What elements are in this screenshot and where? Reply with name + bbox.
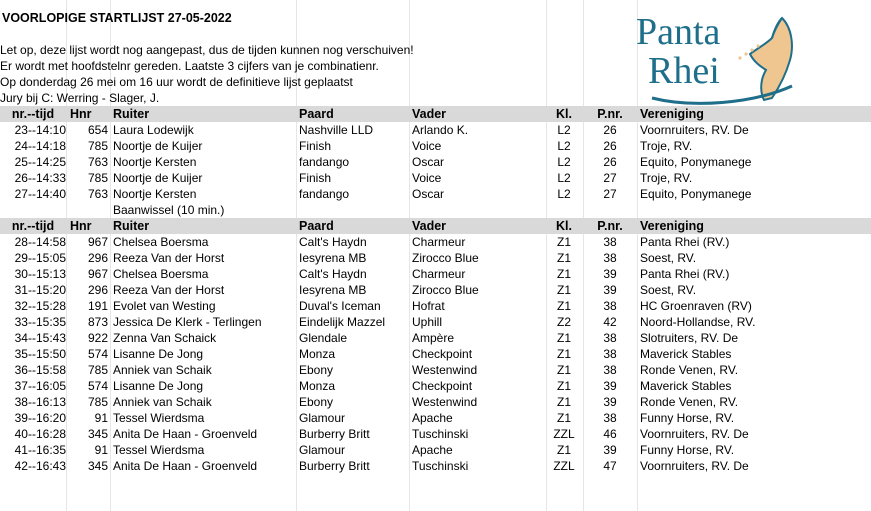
cell-vereniging: Funny Horse, RV. bbox=[640, 443, 735, 457]
cell-vader: Oscar bbox=[412, 187, 445, 201]
col-vader: Vader bbox=[412, 219, 447, 233]
cell-hnr: 296 bbox=[87, 283, 108, 297]
cell-ruiter: Chelsea Boersma bbox=[113, 267, 209, 281]
cell-pnr: 38 bbox=[603, 251, 617, 265]
cell-ruiter: Reeza Van der Horst bbox=[113, 283, 225, 297]
cell-pnr: 27 bbox=[603, 171, 617, 185]
cell-pnr: 39 bbox=[603, 267, 617, 281]
page-title: VOORLOPIGE STARTLIJST 27-05-2022 bbox=[2, 11, 232, 25]
cell-hnr: 91 bbox=[94, 443, 108, 457]
cell-paard: Iesyrena MB bbox=[299, 251, 367, 265]
cell-vader: Tuschinski bbox=[412, 459, 469, 473]
cell-ruiter: Noortje de Kuijer bbox=[113, 139, 203, 153]
cell-kl: Z1 bbox=[556, 363, 571, 377]
cell-hnr: 785 bbox=[87, 171, 108, 185]
cell-vereniging: Equito, Ponymanege bbox=[640, 187, 752, 201]
break-label: Baanwissel (10 min.) bbox=[113, 203, 225, 217]
cell-time: 38--16:13 bbox=[14, 395, 66, 409]
cell-kl: Z1 bbox=[556, 379, 571, 393]
cell-vereniging: Soest, RV. bbox=[640, 251, 697, 265]
cell-hnr: 574 bbox=[87, 379, 108, 393]
cell-paard: Burberry Britt bbox=[299, 459, 370, 473]
cell-vereniging: Equito, Ponymanege bbox=[640, 155, 752, 169]
cell-kl: Z2 bbox=[556, 315, 571, 329]
cell-ruiter: Laura Lodewijk bbox=[113, 123, 194, 137]
cell-pnr: 38 bbox=[603, 411, 617, 425]
note-line: Let op, deze lijst wordt nog aangepast, dus de tijden kunnen nog verschuiven! bbox=[0, 43, 414, 57]
cell-paard: Finish bbox=[299, 139, 332, 153]
cell-time: 34--15:43 bbox=[14, 331, 66, 345]
cell-pnr: 46 bbox=[603, 427, 617, 441]
table-row bbox=[0, 186, 871, 202]
cell-vereniging: Panta Rhei (RV.) bbox=[640, 235, 730, 249]
cell-ruiter: Chelsea Boersma bbox=[113, 235, 209, 249]
table-row bbox=[0, 330, 871, 346]
logo-text-panta: Panta bbox=[636, 11, 721, 53]
col-hnr: Hnr bbox=[70, 107, 92, 121]
cell-kl: L2 bbox=[557, 187, 571, 201]
cell-vereniging: HC Groenraven (RV) bbox=[640, 299, 752, 313]
cell-vader: Westenwind bbox=[412, 363, 478, 377]
cell-hnr: 873 bbox=[87, 315, 108, 329]
col-ruiter: Ruiter bbox=[113, 107, 150, 121]
cell-vader: Westenwind bbox=[412, 395, 478, 409]
col-kl: Kl. bbox=[556, 107, 572, 121]
cell-ruiter: Anita De Haan - Groenveld bbox=[113, 459, 258, 473]
col-time: nr.--tijd bbox=[11, 219, 55, 233]
table-row bbox=[0, 410, 871, 426]
cell-ruiter: Tessel Wierdsma bbox=[113, 443, 205, 457]
cell-paard: Glamour bbox=[299, 411, 346, 425]
cell-vereniging: Troje, RV. bbox=[640, 139, 693, 153]
cell-hnr: 785 bbox=[87, 395, 108, 409]
cell-paard: Finish bbox=[299, 171, 332, 185]
col-vereniging: Vereniging bbox=[640, 107, 704, 121]
cell-time: 23--14:10 bbox=[14, 123, 66, 137]
cell-ruiter: Jessica De Klerk - Terlingen bbox=[113, 315, 262, 329]
table-header bbox=[0, 106, 871, 122]
cell-ruiter: Noortje Kersten bbox=[113, 155, 197, 169]
note-line: Er wordt met hoofdstelnr gereden. Laatste 3 cijfers van je combinatienr. bbox=[0, 59, 379, 73]
cell-vereniging: Troje, RV. bbox=[640, 171, 693, 185]
table-row bbox=[0, 298, 871, 314]
cell-hnr: 191 bbox=[87, 299, 108, 313]
cell-pnr: 39 bbox=[603, 283, 617, 297]
cell-vereniging: Noord-Hollandse, RV. bbox=[640, 315, 756, 329]
col-vader: Vader bbox=[412, 107, 447, 121]
col-paard: Paard bbox=[299, 219, 334, 233]
cell-ruiter: Evolet van Westing bbox=[113, 299, 216, 313]
table-row bbox=[0, 122, 871, 138]
cell-vader: Zirocco Blue bbox=[412, 283, 479, 297]
table-row bbox=[0, 426, 871, 442]
cell-time: 33--15:35 bbox=[14, 315, 66, 329]
cell-paard: Glamour bbox=[299, 443, 346, 457]
cell-hnr: 345 bbox=[87, 459, 108, 473]
cell-pnr: 39 bbox=[603, 395, 617, 409]
cell-vader: Arlando K. bbox=[412, 123, 469, 137]
cell-pnr: 42 bbox=[603, 315, 617, 329]
cell-time: 24--14:18 bbox=[14, 139, 66, 153]
cell-kl: L2 bbox=[557, 123, 571, 137]
cell-paard: fandango bbox=[299, 187, 350, 201]
cell-ruiter: Anita De Haan - Groenveld bbox=[113, 427, 258, 441]
cell-kl: ZZL bbox=[553, 459, 575, 473]
table-row bbox=[0, 442, 871, 458]
cell-hnr: 922 bbox=[87, 331, 108, 345]
cell-pnr: 47 bbox=[603, 459, 617, 473]
cell-paard: Glendale bbox=[299, 331, 348, 345]
cell-kl: L2 bbox=[557, 155, 571, 169]
cell-pnr: 39 bbox=[603, 443, 617, 457]
cell-vereniging: Soest, RV. bbox=[640, 283, 697, 297]
cell-vereniging: Panta Rhei (RV.) bbox=[640, 267, 730, 281]
cell-ruiter: Reeza Van der Horst bbox=[113, 251, 225, 265]
cell-ruiter: Anniek van Schaik bbox=[113, 363, 212, 377]
cell-vader: Charmeur bbox=[412, 235, 466, 249]
cell-hnr: 967 bbox=[87, 267, 108, 281]
cell-pnr: 39 bbox=[603, 379, 617, 393]
cell-time: 26--14:33 bbox=[14, 171, 66, 185]
cell-pnr: 26 bbox=[603, 123, 617, 137]
cell-kl: Z1 bbox=[556, 251, 571, 265]
cell-vader: Voice bbox=[412, 171, 442, 185]
cell-kl: Z1 bbox=[556, 299, 571, 313]
cell-time: 42--16:43 bbox=[14, 459, 66, 473]
cell-time: 29--15:05 bbox=[14, 251, 66, 265]
col-vereniging: Vereniging bbox=[640, 219, 704, 233]
col-kl: Kl. bbox=[556, 219, 572, 233]
cell-pnr: 27 bbox=[603, 187, 617, 201]
cell-time: 28--14:58 bbox=[14, 235, 66, 249]
cell-time: 30--15:13 bbox=[14, 267, 66, 281]
cell-kl: L2 bbox=[557, 171, 571, 185]
cell-pnr: 26 bbox=[603, 139, 617, 153]
cell-time: 31--15:20 bbox=[14, 283, 66, 297]
cell-vader: Apache bbox=[412, 411, 453, 425]
cell-ruiter: Zenna Van Schaick bbox=[113, 331, 217, 345]
cell-paard: fandango bbox=[299, 155, 350, 169]
cell-hnr: 967 bbox=[87, 235, 108, 249]
jury-line: Jury bij C: Werring - Slager, J. bbox=[0, 91, 160, 105]
logo-text-rhei: Rhei bbox=[648, 50, 720, 92]
table-row bbox=[0, 362, 871, 378]
cell-vader: Checkpoint bbox=[412, 379, 473, 393]
col-pnr: P.nr. bbox=[597, 107, 623, 121]
table-row bbox=[0, 234, 871, 250]
table-row bbox=[0, 170, 871, 186]
cell-pnr: 38 bbox=[603, 347, 617, 361]
cell-hnr: 763 bbox=[87, 187, 108, 201]
cell-vader: Zirocco Blue bbox=[412, 251, 479, 265]
cell-ruiter: Anniek van Schaik bbox=[113, 395, 212, 409]
cell-kl: L2 bbox=[557, 139, 571, 153]
cell-kl: Z1 bbox=[556, 267, 571, 281]
cell-vader: Ampère bbox=[412, 331, 455, 345]
cell-time: 39--16:20 bbox=[14, 411, 66, 425]
table-row bbox=[0, 154, 871, 170]
cell-pnr: 38 bbox=[603, 235, 617, 249]
cell-vereniging: Voornruiters, RV. De bbox=[640, 123, 749, 137]
cell-paard: Calt's Haydn bbox=[299, 235, 367, 249]
cell-hnr: 785 bbox=[87, 139, 108, 153]
cell-kl: Z1 bbox=[556, 283, 571, 297]
cell-ruiter: Tessel Wierdsma bbox=[113, 411, 205, 425]
cell-time: 36--15:58 bbox=[14, 363, 66, 377]
panta-rhei-logo bbox=[632, 8, 798, 108]
note-line: Op donderdag 26 mei om 16 uur wordt de definitieve lijst geplaatst bbox=[0, 75, 353, 89]
cell-time: 41--16:35 bbox=[14, 443, 66, 457]
cell-paard: Nashville LLD bbox=[299, 123, 374, 137]
cell-kl: ZZL bbox=[553, 427, 575, 441]
col-ruiter: Ruiter bbox=[113, 219, 150, 233]
cell-paard: Monza bbox=[299, 347, 336, 361]
cell-vereniging: Maverick Stables bbox=[640, 379, 732, 393]
cell-pnr: 26 bbox=[603, 155, 617, 169]
cell-vader: Checkpoint bbox=[412, 347, 473, 361]
cell-vader: Charmeur bbox=[412, 267, 466, 281]
col-hnr: Hnr bbox=[70, 219, 92, 233]
cell-time: 32--15:28 bbox=[14, 299, 66, 313]
cell-kl: Z1 bbox=[556, 411, 571, 425]
cell-ruiter: Lisanne De Jong bbox=[113, 347, 204, 361]
cell-vereniging: Funny Horse, RV. bbox=[640, 411, 735, 425]
cell-kl: Z1 bbox=[556, 331, 571, 345]
table-row bbox=[0, 266, 871, 282]
cell-vereniging: Slotruiters, RV. De bbox=[640, 331, 739, 345]
cell-vader: Hofrat bbox=[412, 299, 445, 313]
cell-vereniging: Ronde Venen, RV. bbox=[640, 363, 739, 377]
cell-vader: Apache bbox=[412, 443, 453, 457]
cell-ruiter: Noortje Kersten bbox=[113, 187, 197, 201]
cell-paard: Calt's Haydn bbox=[299, 267, 367, 281]
cell-pnr: 38 bbox=[603, 363, 617, 377]
cell-paard: Ebony bbox=[299, 395, 334, 409]
table-row bbox=[0, 346, 871, 362]
cell-vader: Tuschinski bbox=[412, 427, 469, 441]
table-header bbox=[0, 218, 871, 234]
cell-kl: Z1 bbox=[556, 395, 571, 409]
cell-ruiter: Lisanne De Jong bbox=[113, 379, 204, 393]
cell-paard: Monza bbox=[299, 379, 336, 393]
cell-paard: Burberry Britt bbox=[299, 427, 370, 441]
cell-paard: Duval's Iceman bbox=[299, 299, 381, 313]
cell-hnr: 785 bbox=[87, 363, 108, 377]
cell-time: 27--14:40 bbox=[14, 187, 66, 201]
cell-hnr: 763 bbox=[87, 155, 108, 169]
cell-time: 37--16:05 bbox=[14, 379, 66, 393]
cell-paard: Iesyrena MB bbox=[299, 283, 367, 297]
table-row bbox=[0, 394, 871, 410]
cell-hnr: 574 bbox=[87, 347, 108, 361]
cell-vereniging: Voornruiters, RV. De bbox=[640, 427, 749, 441]
cell-kl: Z1 bbox=[556, 347, 571, 361]
cell-kl: Z1 bbox=[556, 235, 571, 249]
cell-vader: Uphill bbox=[412, 315, 443, 329]
cell-time: 40--16:28 bbox=[14, 427, 66, 441]
cell-kl: Z1 bbox=[556, 443, 571, 457]
cell-vader: Voice bbox=[412, 139, 442, 153]
table-row bbox=[0, 250, 871, 266]
table-row bbox=[0, 138, 871, 154]
cell-vereniging: Maverick Stables bbox=[640, 347, 732, 361]
table-row bbox=[0, 378, 871, 394]
table-row bbox=[0, 314, 871, 330]
cell-time: 35--15:50 bbox=[14, 347, 66, 361]
cell-ruiter: Noortje de Kuijer bbox=[113, 171, 203, 185]
col-pnr: P.nr. bbox=[597, 219, 623, 233]
cell-hnr: 654 bbox=[87, 123, 108, 137]
col-time: nr.--tijd bbox=[11, 107, 55, 121]
cell-hnr: 91 bbox=[94, 411, 108, 425]
cell-pnr: 38 bbox=[603, 299, 617, 313]
table-row bbox=[0, 458, 871, 474]
cell-hnr: 296 bbox=[87, 251, 108, 265]
cell-time: 25--14:25 bbox=[14, 155, 66, 169]
cell-paard: Ebony bbox=[299, 363, 334, 377]
cell-hnr: 345 bbox=[87, 427, 108, 441]
cell-paard: Eindelijk Mazzel bbox=[299, 315, 386, 329]
cell-vader: Oscar bbox=[412, 155, 445, 169]
table-row bbox=[0, 282, 871, 298]
col-paard: Paard bbox=[299, 107, 334, 121]
cell-pnr: 38 bbox=[603, 331, 617, 345]
cell-vereniging: Ronde Venen, RV. bbox=[640, 395, 739, 409]
cell-vereniging: Voornruiters, RV. De bbox=[640, 459, 749, 473]
